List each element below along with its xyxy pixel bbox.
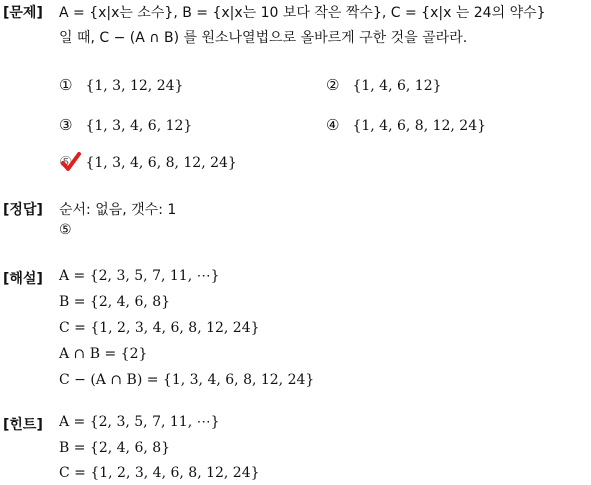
problem-statement-line1: A = {x|x는 소수}, B = {x|x는 10 보다 작은 짝수}, C = {x|x 는 24의 약수} [59, 5, 546, 21]
hint-line-1: A = {2, 3, 5, 7, 11, ⋯} [59, 414, 220, 430]
explanation-line-3: C = {1, 2, 3, 4, 6, 8, 12, 24} [59, 320, 260, 336]
option-2[interactable] [326, 76, 442, 94]
option-3-number: ③ [59, 116, 73, 134]
option-4-text: {1, 4, 6, 8, 12, 24} [352, 118, 487, 134]
hint-line-3: C = {1, 2, 3, 4, 6, 8, 12, 24} [59, 465, 260, 481]
option-4-number: ④ [326, 116, 340, 134]
option-5-text: {1, 3, 4, 6, 8, 12, 24} [85, 155, 237, 171]
problem-statement-line2: 일 때, C − (A ∩ B) 를 원소나열법으로 올바르게 구한 것을 골라라. [59, 30, 468, 46]
problem-label: [문제] [3, 5, 43, 21]
answer-label: [정답] [3, 202, 43, 218]
option-5-number: ⑤ [59, 153, 73, 171]
option-2-number: ② [326, 76, 340, 94]
option-1-text: {1, 3, 12, 24} [85, 78, 184, 94]
explanation-line-1: A = {2, 3, 5, 7, 11, ⋯} [59, 268, 220, 284]
explanation-line-2: B = {2, 4, 6, 8} [59, 294, 171, 310]
hint-line-2: B = {2, 4, 6, 8} [59, 440, 171, 456]
option-1-number: ① [59, 76, 73, 94]
explanation-line-5: C − (A ∩ B) = {1, 3, 4, 6, 8, 12, 24} [59, 372, 315, 388]
explanation-label: [해설] [3, 271, 43, 287]
answer-choice: ⑤ [59, 222, 72, 238]
option-1[interactable] [59, 76, 183, 94]
option-3[interactable] [59, 116, 192, 134]
option-3-text: {1, 3, 4, 6, 12} [85, 118, 193, 134]
explanation-line-4: A ∩ B = {2} [59, 346, 148, 362]
checkmark-icon [61, 152, 81, 172]
hint-label: [힌트] [3, 417, 43, 433]
answer-order-count: 순서: 없음, 갯수: 1 [59, 202, 177, 218]
option-2-text: {1, 4, 6, 12} [352, 78, 442, 94]
option-4[interactable] [326, 116, 486, 134]
option-5[interactable] [59, 153, 237, 171]
